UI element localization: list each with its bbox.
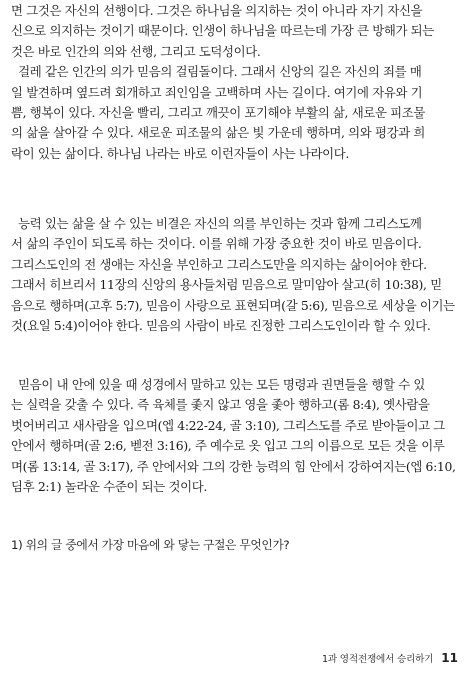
text-line: 며(롬 13:14, 골 3:17), 주 안에서와 그의 강한 능력의 힘 안에서 강하여지는(엡 6:10, [11, 458, 456, 474]
text-line: 그래서 히브리서 11장의 신앙의 용사들처럼 믿음으로 말미암아 살고(히 10:38), 믿 [11, 277, 442, 293]
paragraph-1 [11, 1, 463, 164]
text-line: 신으로 의지하는 것이기 때문이다. 인생이 하나님을 따르는데 가장 큰 방해가 되는 [11, 23, 434, 39]
text-line: 것은 바로 인간의 의와 선행, 그리고 도덕성이다. [11, 43, 261, 59]
text-line: 는 실력을 갖출 수 있다. 즉 육체를 좇지 않고 영을 좇아 행하고(롬 8:4), 옛사람을 [11, 397, 430, 413]
discussion-question: 1) 위의 글 중에서 가장 마음에 와 닿는 구절은 무엇인가? [11, 538, 290, 552]
text-line: 걸레 같은 인간의 의가 믿음의 걸림돌이다. 그래서 신앙의 길은 자신의 죄를 매 [11, 64, 422, 80]
chapter-title: 1과 영적전쟁에서 승리하기 [321, 654, 434, 665]
page-footer [322, 650, 458, 668]
text-line: 벗어버리고 새사람을 입으며(엡 4:22-24, 골 3:10), 그리스도를 주로 받아들이고 그 [11, 417, 445, 433]
paragraph-3 [11, 375, 463, 497]
text-line: 그리스도인의 전 생애는 자신을 부인하고 그리스도만을 의지하는 삶이어야 한다. [11, 256, 427, 272]
text-line: 일 발견하며 옆드려 회개하고 죄인임을 고백하며 사는 길이다. 여기에 자유와 기 [11, 84, 423, 100]
text-line: 딤후 2:1) 놀라운 수준이 되는 것이다. [11, 478, 207, 494]
text-line: 면 그것은 자신의 선행이다. 그것은 하나님을 의지하는 것이 아니라 자기 자신을 [11, 3, 423, 18]
text-line: 안에서 행하며(골 2:6, 벧전 3:16), 주 예수로 옷 입고 그의 이름으로 모든 것을 이루 [11, 438, 445, 454]
text-line: 의 삶을 살아갈 수 있다. 새로운 피조물의 삶은 빛 가운데 행하며, 의와 평강과 희 [11, 125, 426, 141]
text-line: 쁨, 행복이 있다. 자신을 빨리, 그리고 깨끗이 포기해야 부활의 삶, 새로운 피조물 [11, 104, 426, 120]
text-line: 능력 있는 삶을 살 수 있는 비결은 자신의 의를 부인하는 것과 함께 그리스도께 [11, 216, 422, 231]
text-line: 음으로 행하며(고후 5:7), 믿음이 사랑으로 표현되며(갈 5:6), 믿음으로 세상을 이기는 [11, 297, 455, 313]
text-line: 것(요일 5:4)이어야 한다. 믿음의 사람이 바로 진정한 그리스도인이라 할 수 있다. [11, 317, 431, 333]
text-line: 서 삶의 주인이 되도록 하는 것이다. 이를 위해 가장 중요한 것이 바로 믿음이다. [11, 236, 422, 252]
paragraph-2 [11, 214, 463, 336]
page-number: 11 [441, 651, 458, 665]
text-line: 믿음이 내 안에 있을 때 성경에서 말하고 있는 모든 명령과 권면들을 행할 수 있 [11, 377, 426, 392]
text-line: 락이 있는 삶이다. 하나님 나라는 바로 이런자들이 사는 나라이다. [11, 145, 349, 161]
